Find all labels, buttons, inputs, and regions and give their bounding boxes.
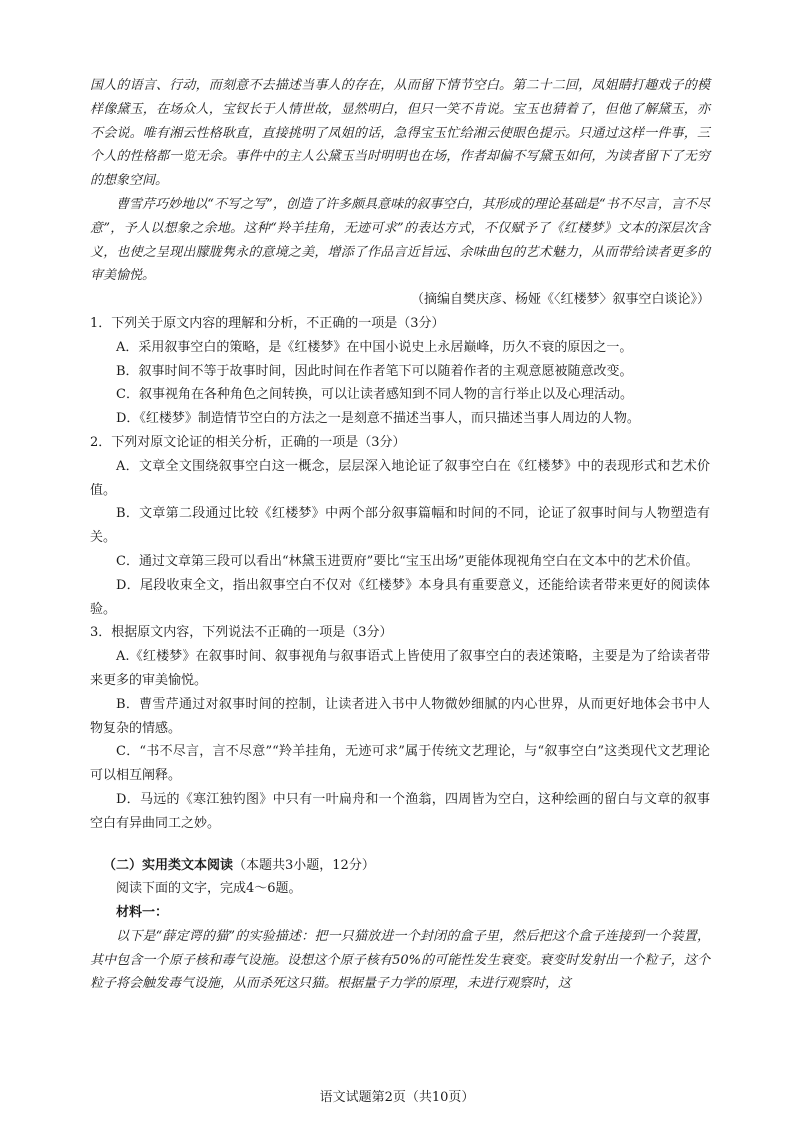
passage-paragraph-2: 曹雪芹巧妙地以“不写之写”，创造了许多颇具意味的叙事空白，其形成的理论基础是“书不尽言，言不尽意”，予人以想象之余地。这种“羚羊挂角，无迹可求”的表达方式，不仅赋予了《红楼梦》文本的深层次含义，也使之呈现出朦胧隽永的意境之美，增添了作品言近旨远、余味曲包的艺术魅力，从而带给读者更多的审美愉悦。: [90, 196, 710, 284]
option-c: C．叙事视角在各种角色之间转换，可以让读者感知到不同人物的言行举止以及心理活动。: [116, 387, 633, 403]
passage-source: （摘编自樊庆彦、杨娅《〈红楼梦〉叙事空白谈论》）: [410, 292, 710, 308]
option-b: B．文章第二段通过比较《红楼梦》中两个部分叙事篇幅和时间的不同，论证了叙事时间与人物塑造有关。: [90, 506, 710, 546]
material-paragraph: 以下是“薛定谔的猫”的实验描述：把一只猫放进一个封闭的盒子里，然后把这个盒子连接到一个装置，其中包含一个原子核和毒气设施。设想这个原子核有50%的可能性发生衰变。衰变时发射出一个粒子，这个粒子将会触发毒气设施，从而杀死这只猫。根据量子力学的原理，未进行观察时，这: [90, 928, 710, 992]
option-c: C．通过文章第三段可以看出“林黛玉进贾府”要比“宝玉出场”更能体现视角空白在文本中的艺术价值。: [116, 553, 699, 569]
section-instruction: 阅读下面的文字，完成4～6题。: [116, 881, 302, 897]
section-2: [90, 854, 710, 997]
passage-paragraph-1: 国人的语言、行动，而刻意不去描述当事人的存在，从而留下情节空白。第二十二回，凤姐睛打趣戏子的模样像黛玉，在场众人，宝钗长于人情世故，显然明白，但只一笑不肯说。宝玉也猜着了，但他了解黛玉，亦不会说。唯有湘云性格耿直，直接挑明了凤姐的话，急得宝玉忙给湘云使眼色提示。只通过这样一件事，三个人的性格都一览无余。事件中的主人公黛玉当时明明也在场，作者却偏不写黛玉如何，为读者留下了无穷的想象空间。: [90, 78, 710, 189]
option-d: D．《红楼梦》制造情节空白的方法之一是刻意不描述当事人，而只描述当事人周边的人物。: [116, 411, 640, 427]
question-stem: 2．下列对原文论证的相关分析，正确的一项是（3分）: [90, 434, 406, 450]
option-b: B．曹雪芹通过对叙事时间的控制，让读者进入书中人物微妙细腻的内心世界，从而更好地体会书中人物复杂的情感。: [90, 696, 710, 736]
page-content: [90, 74, 710, 996]
option-d: D．尾段收束全文，指出叙事空白不仅对《红楼梦》本身具有重要意义，还能给读者带来更好的阅读体验。: [90, 577, 710, 617]
material-label: 材料一：: [116, 905, 169, 921]
question-3: [90, 621, 710, 835]
option-a: A．文章全文围绕叙事空白这一概念，层层深入地论证了叙事空白在《红楼梦》中的表现形式和艺术价值。: [90, 458, 710, 498]
option-d: D．马远的《寒江独钓图》中只有一叶扁舟和一个渔翁，四周皆为空白，这种绘画的留白与文章的叙事空白有异曲同工之妙。: [90, 791, 710, 831]
option-a: A.《红楼梦》在叙事时间、叙事视角与叙事语式上皆使用了叙事空白的表述策略，主要是为了给读者带来更多的审美愉悦。: [90, 649, 710, 688]
option-b: B．叙事时间不等于故事时间，因此时间在作者笔下可以随着作者的主观意愿被随意改变。: [116, 363, 633, 379]
section-title-bold: （二）实用类文本阅读: [103, 857, 234, 873]
option-a: A．采用叙事空白的策略，是《红楼梦》在中国小说史上永居巅峰，历久不衰的原因之一。: [116, 339, 633, 355]
section-title: [90, 854, 710, 878]
option-c: C．“书不尽言，言不尽意”“羚羊挂角，无迹可求”属于传统文艺理论，与“叙事空白”这类现代文艺理论可以相互阐释。: [90, 744, 710, 784]
question-2: [90, 431, 710, 621]
page-footer: 语文试题第2页（共10页）: [319, 1090, 475, 1105]
question-stem: 1．下列关于原文内容的理解和分析，不正确的一项是（3分）: [90, 315, 445, 331]
question-1: [90, 312, 710, 431]
section-gap: [90, 836, 710, 854]
question-stem: 3．根据原文内容，下列说法不正确的一项是（3分）: [90, 625, 393, 641]
section-title-rest: （本题共3小题，12分）: [233, 857, 375, 873]
